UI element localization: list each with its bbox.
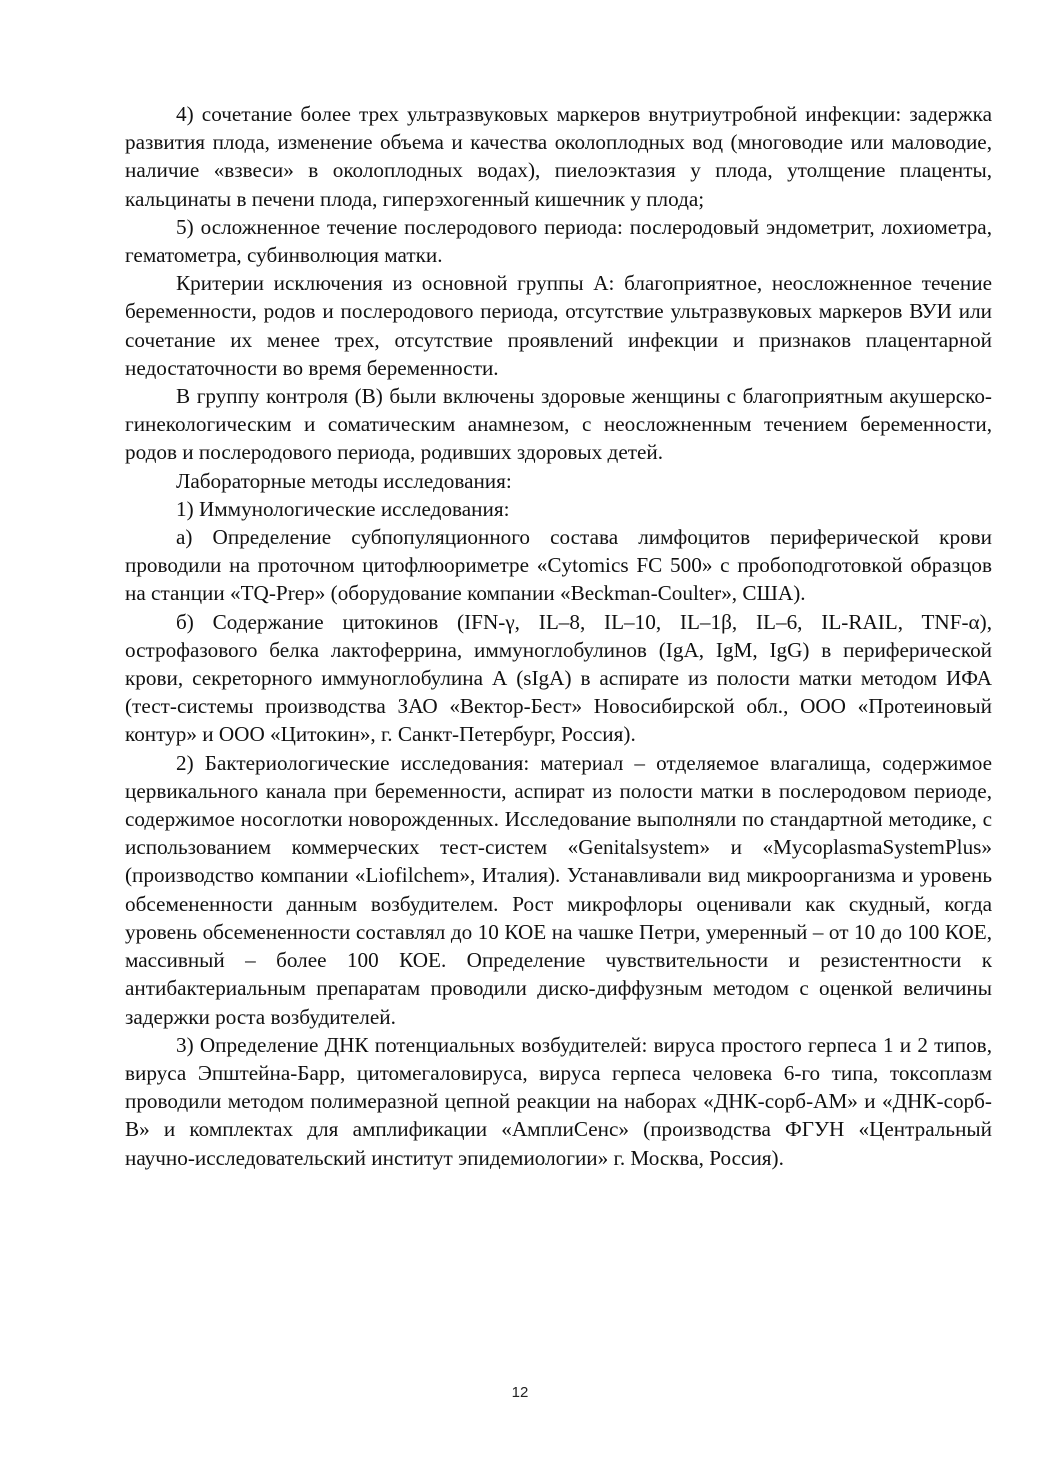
paragraph-bacteriology: 2) Бактериологические исследования: материал – отделяемое влагалища, содержимое цервикального канала при беременности, аспират из полости матки в послеродовом периоде, содержимое носоглотки новорожденных. Исследование выполняли по стандартной методике, с использованием коммерческих тест-систем «Genitalsystem» и «MycoplasmaSystemPlus» (производство компании «Liofilchem», Италия). Устанавливали вид микроорганизма и уровень обсемененности данным возбудителем. Рост микрофлоры оценивали как скудный, когда уровень обсемененности составлял до 10 КОЕ на чашке Петри, умеренный – от 10 до 100 КОЕ, массивный – более 100 КОЕ. Определение чувствительности и резистентности к антибактериальным препаратам проводили диско-диффузным методом с оценкой величины задержки роста возбудителей. xyxy=(125,750,992,1029)
paragraph-lymphocyte-subpopulation: а) Определение субпопуляционного состава лимфоцитов периферической крови проводили на проточном цитофлюориметре «Cytomics FC 500» с пробоподготовкой образцов на станции «TQ-Prep» (оборудование компании «Beckman-Coulter», США). xyxy=(125,525,992,606)
paragraph-postpartum-complications: 5) осложненное течение послеродового периода: послеродовый эндометрит, лохиометра, гематометра, субинволюция матки. xyxy=(125,214,992,268)
paragraph-exclusion-criteria: Критерии исключения из основной группы А: благоприятное, неосложненное течение беременности, родов и послеродового периода, отсутствие ультразвуковых маркеров ВУИ или сочетание их менее трех, отсутствие проявлений инфекции и признаков плацентарной недостаточности во время беременности. xyxy=(125,271,992,380)
paragraph-control-group: В группу контроля (В) были включены здоровые женщины с благоприятным акушерско-гинекологическим и соматическим анамнезом, с неосложненным течением беременности, родов и послеродового периода, родивших здоровых детей. xyxy=(125,384,992,465)
document-body xyxy=(125,100,992,1172)
paragraph-cytokines: б) Содержание цитокинов (IFN-γ, IL–8, IL–10, IL–1β, IL–6, IL-RAIL, TNF-α), острофазового белка лактоферрина, иммуноглобулинов (IgA, IgM, IgG) в периферической крови, секреторного иммуноглобулина А (sIgA) в аспирате из полости матки методом ИФА (тест-системы производства ЗАО «Вектор-Бест» Новосибирской обл., ООО «Протеиновый контур» и ООО «Цитокин», г. Санкт-Петербург, Россия). xyxy=(125,609,992,747)
paragraph-dna-detection: 3) Определение ДНК потенциальных возбудителей: вируса простого герпеса 1 и 2 типов, вируса Эпштейна-Барр, цитомегаловируса, вируса герпеса человека 6-го типа, токсоплазм проводили методом полимеразной цепной реакции на наборах «ДНК-сорб-АМ» и «ДНК-сорб-В» и комплектах для амплификации «АмплиСенс» (производства ФГУН «Центральный научно-исследовательский институт эпидемиологии» г. Москва, Россия). xyxy=(125,1032,992,1170)
paragraph-ultrasound-markers: 4) сочетание более трех ультразвуковых маркеров внутриутробной инфекции: задержка развития плода, изменение объема и качества околоплодных вод (многоводие или маловодие, наличие «взвеси» в околоплодных водах), пиелоэктазия у плода, утолщение плаценты, кальцинаты в печени плода, гиперэхогенный кишечник у плода; xyxy=(125,102,992,211)
paragraph-lab-methods-heading: Лабораторные методы исследования: xyxy=(176,468,512,493)
page-number: 12 xyxy=(511,1384,529,1401)
paragraph-immunology-heading: 1) Иммунологические исследования: xyxy=(176,496,510,521)
